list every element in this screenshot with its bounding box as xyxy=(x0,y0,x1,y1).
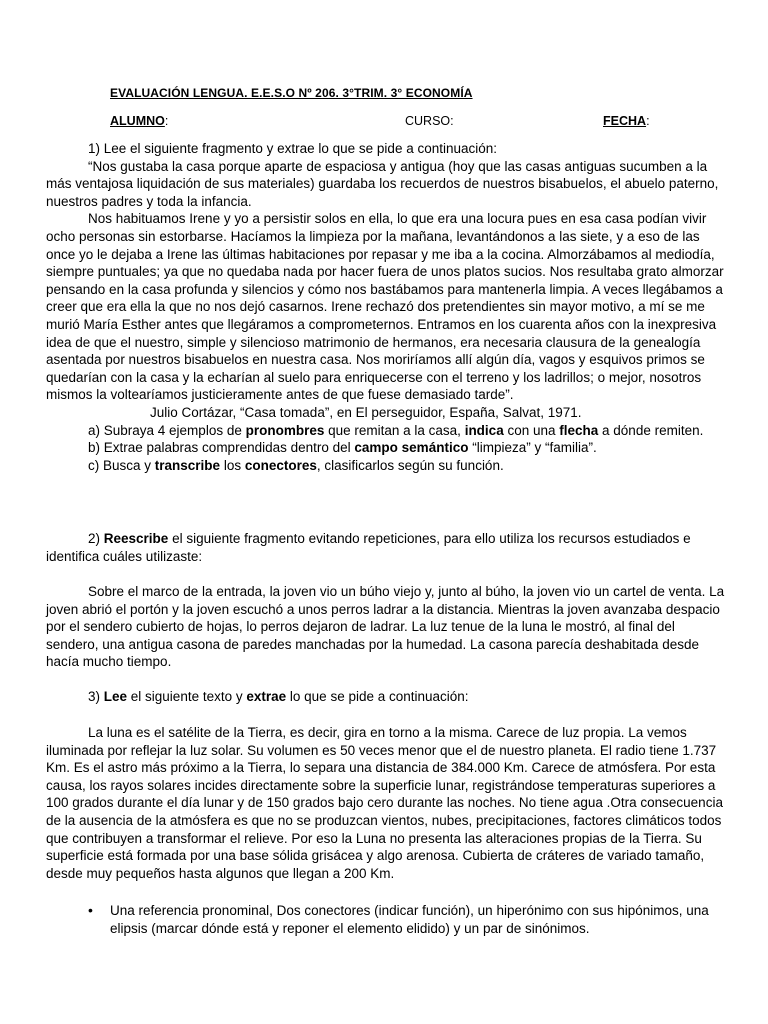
task-a: a) Subraya 4 ejemplos de pronombres que remitan a la casa, indica con una flecha a dónde remiten. xyxy=(88,422,704,438)
fecha-field xyxy=(603,114,650,128)
alumno-label: ALUMNO xyxy=(110,114,165,128)
question-3-text xyxy=(46,724,726,882)
question-3 xyxy=(46,688,726,706)
bullet-icon: • xyxy=(88,902,93,918)
question-2-fragment xyxy=(46,583,726,671)
bullet-item xyxy=(88,902,728,937)
task-c: c) Busca y transcribe los conectores, clasificarlos según su función. xyxy=(88,457,504,473)
curso-field xyxy=(405,114,454,128)
alumno-colon: : xyxy=(164,114,169,128)
fragment-paragraph-2: Nos habituamos Irene y yo a persistir solos en ella, lo que era una locura pues en esa casa podían vivir ocho personas sin estorbarse. Hacíamos la limpieza por la mañana, levantándonos a las siete, y a eso de las once yo le dejaba a Irene las últimas habitaciones por repasar y me iba a la cocina. Almorzábamos al mediodía, siempre puntuales; ya que no quedaba nada por hacer fuera de unos platos sucios. Nos resultaba grato almorzar pensando en la casa profunda y silencios y cómo nos bastábamos para mantenerla limpia. A veces llegábamos a creer que era ella la que no nos dejó casarnos. Irene rechazó dos pretendientes sin mayor motivo, a mí se me murió María Esther antes que llegáramos a comprometernos. Entramos en los cuarenta años con la inexpresiva idea de que el nuestro, simple y silencioso matrimonio de hermanos, era necesaria clausura de la genealogía asentada por nuestros bisabuelos en nuestra casa. Nos moriríamos allí algún día, vagos y esquivos primos se quedarían con la casa y la echarían al suelo para enriquecerse con el terreno y los ladrillos; o mejor, nosotros mismos la voltearíamos justicieramente antes de que fuese demasiado tarde”. xyxy=(46,211,724,403)
question-1-heading: 1) Lee el siguiente fragmento y extrae lo que se pide a continuación: xyxy=(88,141,498,156)
rewrite-fragment: Sobre el marco de la entrada, la joven vio un búho viejo y, junto al búho, la joven vio un cartel de venta. La joven abrió el portón y la joven escuchó a unos perros ladrar a la distancia. Mientras la joven avanzaba despacio por el sendero cubierto de hojas, lo perros dejaron de ladrar. La luz tenue de la luna le mostró, al final del sendero, una antigua casona de paredes manchadas por la humedad. La casona parecía deshabitada desde hacía mucho tiempo. xyxy=(46,584,725,670)
bullet-text: Una referencia pronominal, Dos conectores (indicar función), un hiperónimo con sus hipónimos, una elipsis (marcar dónde está y reponer el elemento elidido) y un par de sinónimos. xyxy=(110,903,709,936)
question-3-heading: 3) Lee el siguiente texto y extrae lo que se pide a continuación: xyxy=(88,689,469,704)
task-b: b) Extrae palabras comprendidas dentro del campo semántico “limpieza” y “familia”. xyxy=(88,440,597,456)
fecha-colon: : xyxy=(646,114,650,128)
fragment-citation: Julio Cortázar, “Casa tomada”, en El perseguidor, España, Salvat, 1971. xyxy=(150,404,582,420)
moon-text: La luna es el satélite de la Tierra, es decir, gira en torno a la misma. Carece de luz propia. La vemos iluminada por reflejar la luz solar. Su volumen es 50 veces menor que el de nuestro planeta. El radio tiene 1.737 Km. Es el astro más próximo a la Tierra, lo separa una distancia de 384.000 Km. Carece de atmósfera. Por esta causa, los rayos solares incides directamente sobre la superficie lunar, registrándose temperaturas superiores a 100 grados durante el día lunar y de 150 grados bajo cero durante las noches. No tiene agua .Otra consecuencia de la ausencia de la atmósfera es que no se produzcan vientos, nubes, precipitaciones, factores climáticos todos que contribuyen a transformar el relieve. Por eso la Luna no presenta las alteraciones propias de la Tierra. Su superficie está formada por una base sólida grisácea y algo arenosa. Cubierta de cráteres de variado tamaño, desde muy pequeños hasta algunos que llegan a 200 Km. xyxy=(46,725,723,881)
curso-colon: : xyxy=(450,114,454,128)
alumno-field xyxy=(110,114,168,128)
question-1 xyxy=(46,140,726,474)
question-2-heading: 2) Reescribe el siguiente fragmento evitando repeticiones, para ello utiliza los recursos estudiados e identifica cuáles utilizaste: xyxy=(46,531,691,564)
document-title: EVALUACIÓN LENGUA. E.E.S.O Nº 206. 3°TRIM. 3° ECONOMÍA xyxy=(110,86,473,100)
curso-label: CURSO xyxy=(405,114,451,128)
question-2 xyxy=(46,530,726,565)
fecha-label: FECHA xyxy=(603,114,647,128)
fragment-paragraph-1: “Nos gustaba la casa porque aparte de espaciosa y antigua (hoy que las casas antiguas sucumben a la más ventajosa liquidación de sus materiales) guardaba los recuerdos de nuestros bisabuelos, el abuelo paterno, nuestros padres y toda la infancia. xyxy=(46,158,719,209)
